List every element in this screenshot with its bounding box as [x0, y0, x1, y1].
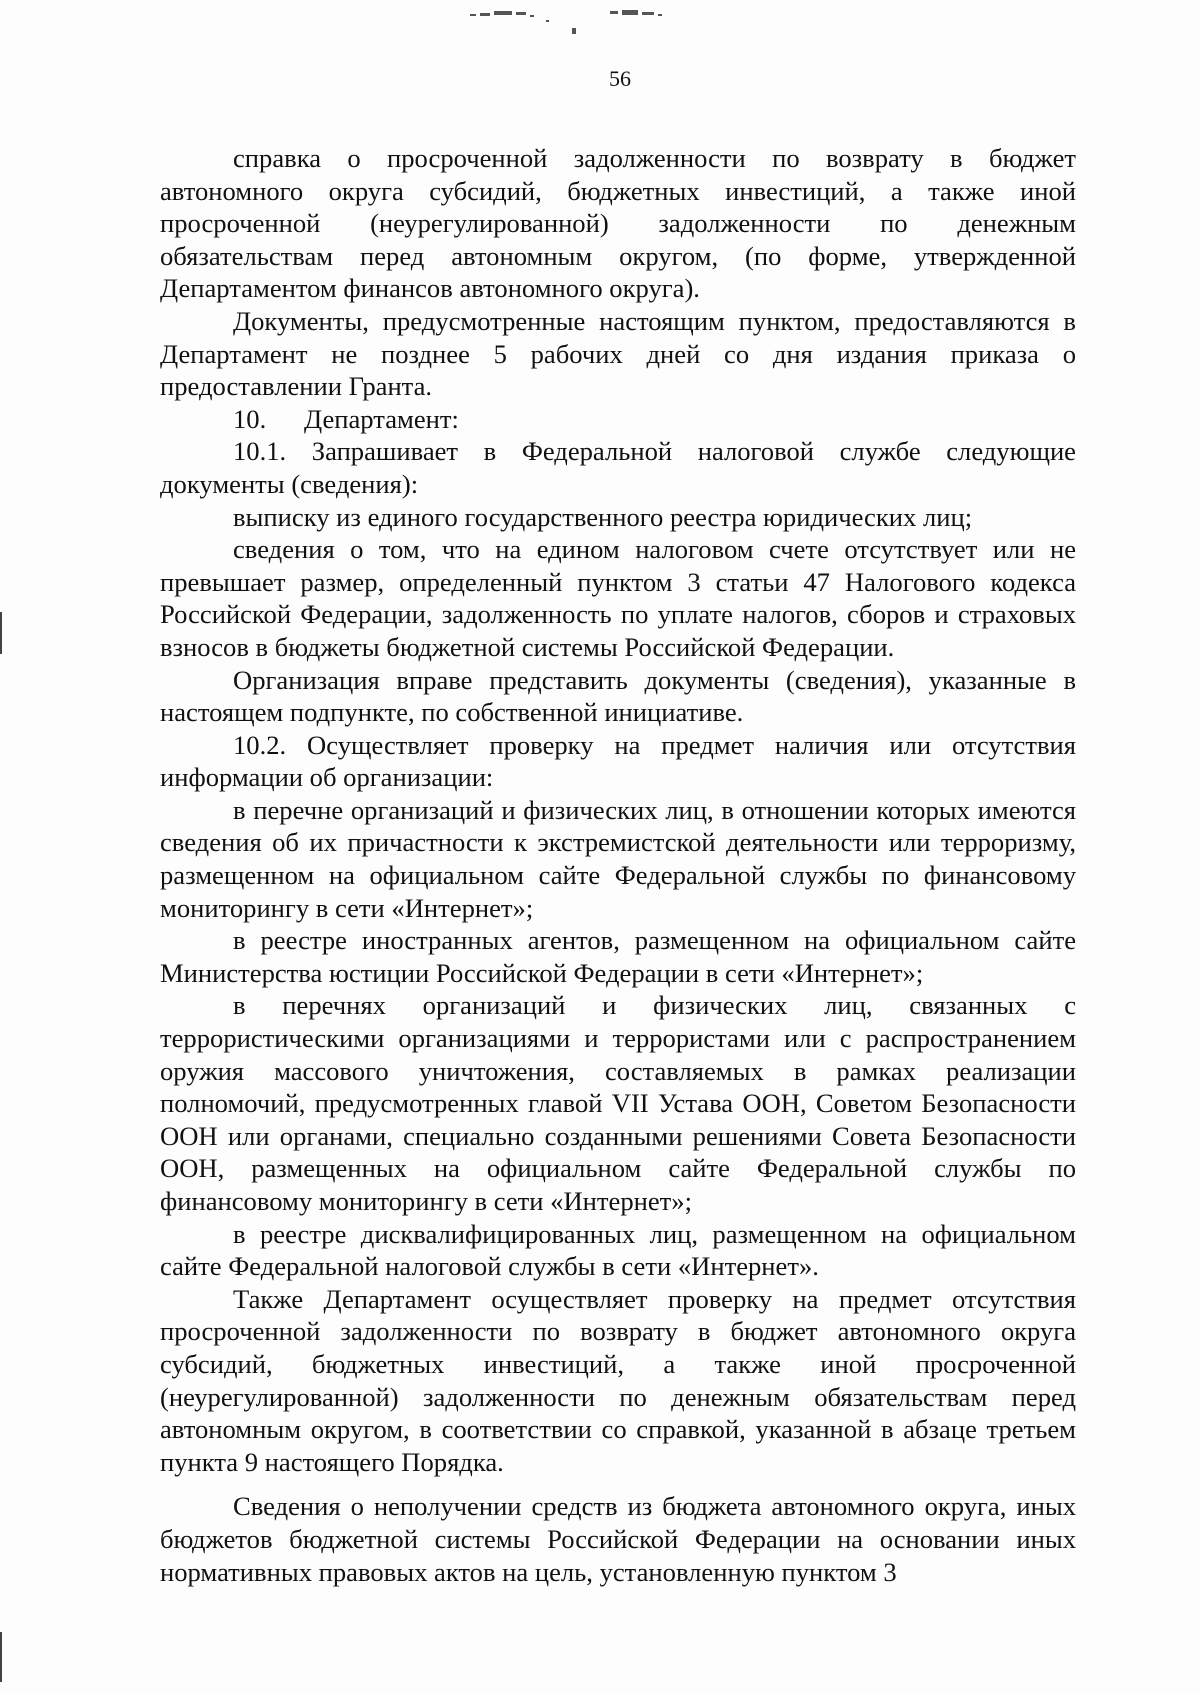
- scan-edge-mark: [0, 612, 2, 654]
- paragraph-text: Департамент:: [304, 403, 459, 434]
- scan-edge-mark: [0, 1632, 2, 1682]
- paragraph: в перечнях организаций и физических лиц, связанных с террористическими организациями и террористами или с распространением оружия массового уничтожения, составляемых в рамках реализации полномочий, предусмотренных главой VII Устава ООН, Советом Безопасности ООН или органами, специально созданными решениями Совета Безопасности ООН, размещенных на официальном сайте Федеральной службы по финансовому мониторингу в сети «Интернет»;: [160, 990, 1076, 1216]
- paragraph: 10.1. Запрашивает в Федеральной налоговой службе следующие документы (сведения):: [160, 436, 1076, 499]
- page-number: 56: [609, 66, 631, 91]
- list-number: 10.: [233, 403, 267, 434]
- paragraph: 10.2. Осуществляет проверку на предмет наличия или отсутствия информации об организации:: [160, 729, 1076, 793]
- scan-artifact: [450, 8, 740, 38]
- paragraph: справка о просроченной задолженности по возврату в бюджет автономного округа субсидий, бюджетных инвестиций, а также иной просроченной (неурегулированной) задолженности по денежным обязательствам перед автономным округом, (по форме, утвержденной Департаментом финансов автономного округа).: [160, 143, 1076, 304]
- paragraph-numbered: [160, 403, 1076, 436]
- document-body: [160, 142, 1076, 1588]
- paragraph: Организация вправе представить документы (сведения), указанные в настоящем подпункте, по собственной инициативе.: [160, 664, 1076, 728]
- paragraph: Сведения о неполучении средств из бюджета автономного округа, иных бюджетов бюджетной системы Российской Федерации на основании иных нормативных правовых актов на цель, установленную пунктом 3: [160, 1491, 1076, 1587]
- paragraph: Документы, предусмотренные настоящим пунктом, предоставляются в Департамент не позднее 5 рабочих дней со дня издания приказа о предоставлении Гранта.: [160, 305, 1076, 402]
- paragraph: в перечне организаций и физических лиц, в отношении которых имеются сведения об их причастности к экстремистской деятельности или терроризму, размещенном на официальном сайте Федеральной службы по финансовому мониторингу в сети «Интернет»;: [160, 794, 1076, 923]
- paragraph: сведения о том, что на едином налоговом счете отсутствует или не превышает размер, определенный пунктом 3 статьи 47 Налогового кодекса Российской Федерации, задолженность по уплате налогов, сборов и страховых взносов в бюджеты бюджетной системы Российской Федерации.: [160, 534, 1076, 662]
- paragraph: выписку из единого государственного реестра юридических лиц;: [233, 501, 973, 532]
- paragraph: Также Департамент осуществляет проверку на предмет отсутствия просроченной задолженности по возврату в бюджет автономного округа субсидий, бюджетных инвестиций, а также иной просроченной (неурегулированной) задолженности по денежным обязательствам перед автономным округом, в соответствии со справкой, указанной в абзаце третьем пункта 9 настоящего Порядка.: [160, 1283, 1076, 1477]
- paragraph: в реестре дисквалифицированных лиц, размещенном на официальном сайте Федеральной налоговой службы в сети «Интернет».: [160, 1218, 1076, 1282]
- paragraph: в реестре иностранных агентов, размещенном на официальном сайте Министерства юстиции Российской Федерации в сети «Интернет»;: [160, 925, 1076, 988]
